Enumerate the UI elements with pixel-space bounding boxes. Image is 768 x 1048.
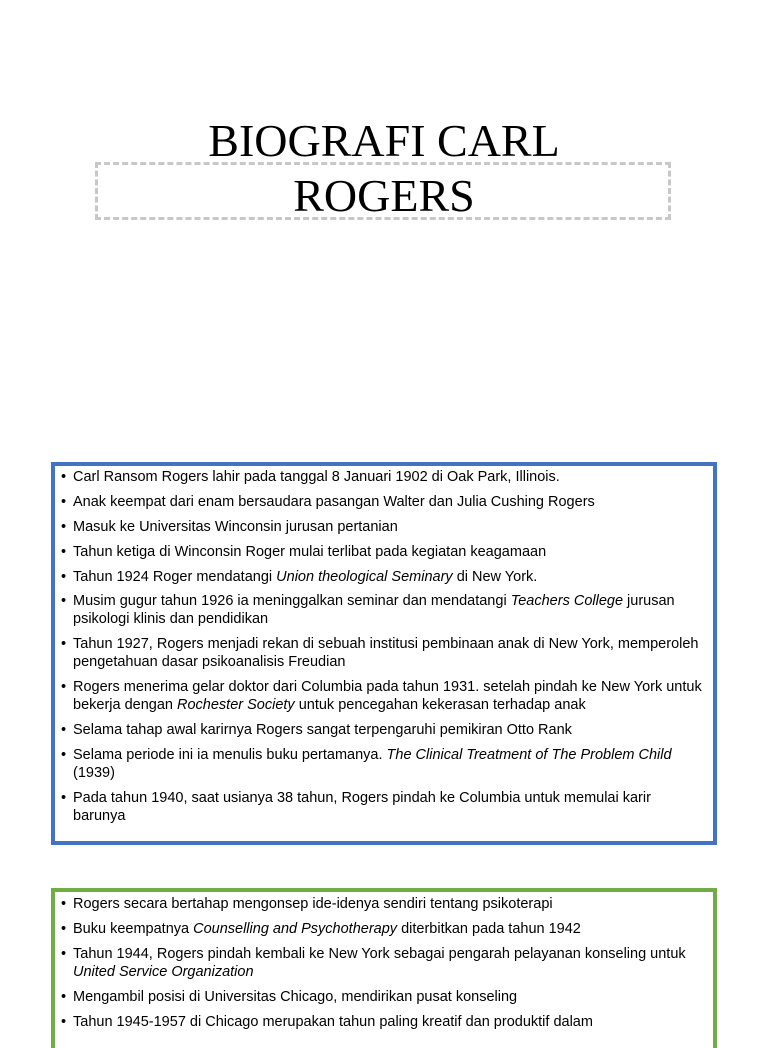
bullet-text: Tahun 1944, Rogers pindah kembali ke New York sebagai pengarah pelayanan konseling untuk: [73, 945, 686, 962]
bullet-item: [59, 635, 705, 671]
bullet-item: [59, 543, 705, 561]
italic-title-text: United Service Organization: [73, 963, 254, 980]
bullet-text: Rogers secara bertahap mengonsep ide-idenya sendiri tentang psikoterapi: [73, 896, 553, 912]
bullet-item: [59, 789, 705, 825]
bullet-item: [59, 721, 705, 739]
bullet-item: [59, 493, 705, 511]
italic-title-text: Teachers College: [510, 593, 624, 610]
bullet-text: Anak keempat dari enam bersaudara pasangan Walter dan Julia Cushing Rogers: [73, 493, 595, 510]
title-line-1: BIOGRAFI CARL: [208, 115, 560, 166]
italic-title-text: Rochester Society: [177, 697, 295, 714]
bullet-text: Tahun 1945-1957 di Chicago merupakan tahun paling kreatif dan produktif dalam: [73, 1013, 593, 1030]
bullet-text: Selama periode ini ia menulis buku pertamanya.: [73, 747, 387, 764]
italic-title-text: Union theological Seminary: [276, 568, 453, 585]
bullet-item: [59, 920, 705, 938]
page-title: [0, 113, 768, 223]
bullet-text: Tahun ketiga di Winconsin Roger mulai terlibat pada kegiatan keagamaan: [73, 543, 547, 560]
bullet-item: [59, 592, 705, 628]
bullet-item: [59, 945, 705, 981]
bullet-text: Musim gugur tahun 1926 ia meninggalkan seminar dan mendatangi: [73, 593, 511, 610]
bullet-text: diterbitkan pada tahun 1942: [397, 920, 581, 937]
bullet-text: Carl Ransom Rogers lahir pada tanggal 8 Januari 1902 di Oak Park, Illinois.: [73, 469, 560, 485]
bullet-text: Rogers menerima gelar doktor dari Columbia pada tahun 1931. setelah pindah ke New York untuk bekerja dengan: [73, 679, 702, 714]
bullet-text: Mengambil posisi di Universitas Chicago, mendirikan pusat konseling: [73, 988, 518, 1005]
bullet-item: [59, 678, 705, 714]
bullet-text: Tahun 1924 Roger mendatangi: [73, 568, 277, 585]
bullet-text: (1939): [73, 765, 115, 782]
bullet-text: Selama tahap awal karirnya Rogers sangat terpengaruhi pemikiran Otto Rank: [73, 722, 572, 739]
bullet-item: [59, 518, 705, 536]
bullet-item: [59, 746, 705, 782]
bullet-text: di New York.: [452, 568, 538, 585]
bullet-text: untuk pencegahan kekerasan terhadap anak: [294, 697, 586, 714]
title-line-2: ROGERS: [293, 170, 475, 221]
biography-box-1: [51, 462, 717, 845]
italic-title-text: The Clinical Treatment of The Problem Child: [386, 747, 672, 764]
biography-box-2: [51, 888, 717, 1048]
bullet-text: Tahun 1927, Rogers menjadi rekan di sebuah institusi pembinaan anak di New York, memperoleh pengetahuan dasar psikoanalisis Freudian: [73, 636, 699, 671]
bullet-text: Buku keempatnya: [73, 920, 194, 937]
bullet-item: [59, 988, 705, 1006]
bullet-item: [59, 468, 705, 486]
bullet-item: [59, 1013, 705, 1031]
bullet-list-2: [55, 892, 713, 1031]
bullet-text: Masuk ke Universitas Winconsin jurusan pertanian: [73, 518, 398, 535]
bullet-text: Pada tahun 1940, saat usianya 38 tahun, Rogers pindah ke Columbia untuk memulai karir barunya: [73, 789, 651, 824]
bullet-list-1: [55, 466, 713, 825]
bullet-item: [59, 895, 705, 913]
bullet-item: [59, 568, 705, 586]
italic-title-text: Counselling and Psychotherapy: [193, 920, 398, 937]
bullet-text: jurusan psikologi klinis dan pendidikan: [73, 593, 675, 628]
